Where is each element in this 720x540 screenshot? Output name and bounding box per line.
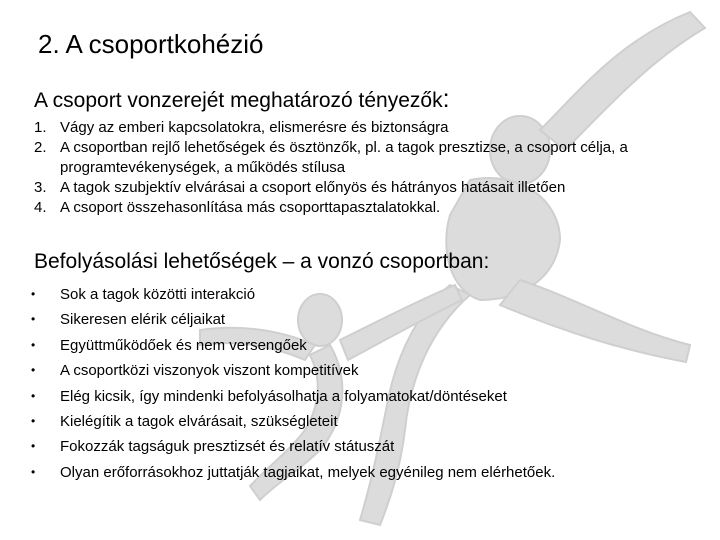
bullet-text: Elég kicsik, így mindenki befolyásolhatja a folyamatokat/döntéseket [60, 387, 507, 405]
list-item [34, 138, 714, 178]
bullet-icon: • [31, 388, 36, 403]
bullet-item [31, 282, 711, 307]
bullet-icon: • [31, 414, 36, 429]
section-heading-text: A csoport vonzerejét meghatározó tényezők [34, 89, 443, 112]
bullet-item [31, 307, 711, 332]
list-text: A tagok szubjektív elvárásai a csoport előnyös és hátrányos hatásait illetően [60, 179, 566, 196]
list-text: A csoportban rejlő lehetőségek és ösztönzők, pl. a tagok presztizse, a csoport célja, a programtevékenységek, a működés stílusa [60, 139, 628, 176]
list-item [34, 118, 714, 138]
numbered-list [34, 118, 714, 218]
list-text: Vágy az emberi kapcsolatokra, elismerésre és biztonságra [60, 119, 449, 136]
section-heading-attraction-factors [34, 86, 450, 114]
bullet-icon: • [31, 363, 36, 378]
list-number: 4. [34, 199, 47, 216]
list-item [34, 178, 714, 198]
bullet-text: Kielégítik a tagok elvárásait, szükségleteit [60, 413, 338, 431]
list-number: 3. [34, 179, 47, 196]
bullet-icon: • [31, 439, 36, 454]
bullet-icon: • [31, 337, 36, 352]
bullet-item [31, 358, 711, 383]
bullet-item [31, 333, 711, 358]
section-heading-colon: : [442, 85, 450, 113]
section-heading-influence: Befolyásolási lehetőségek – a vonzó csoportban: [34, 250, 490, 273]
bullet-text: Sikeresen elérik céljaikat [60, 311, 226, 329]
bullet-item [31, 434, 711, 459]
bullet-text: Együttműködőek és nem versengőek [60, 336, 307, 354]
bullet-item [31, 384, 711, 409]
slide-title: 2. A csoportkohézió [38, 29, 264, 59]
bullet-icon: • [31, 312, 36, 327]
bullet-icon: • [31, 464, 36, 479]
list-item [34, 198, 714, 218]
bullet-icon: • [31, 287, 36, 301]
bullet-list [31, 282, 711, 485]
list-number: 2. [34, 139, 47, 156]
bullet-item [31, 409, 711, 434]
bullet-text: Sok a tagok közötti interakció [60, 286, 256, 303]
bullet-item [31, 460, 711, 485]
bullet-text: A csoportközi viszonyok viszont kompetitívek [60, 362, 359, 380]
bullet-text: Olyan erőforrásokhoz juttatják tagjaikat, melyek egyénileg nem elérhetőek. [60, 463, 556, 481]
list-text: A csoport összehasonlítása más csoporttapasztalatokkal. [60, 199, 441, 216]
list-number: 1. [34, 119, 47, 136]
bullet-text: Fokozzák tagságuk presztizsét és relatív státuszát [60, 438, 395, 456]
